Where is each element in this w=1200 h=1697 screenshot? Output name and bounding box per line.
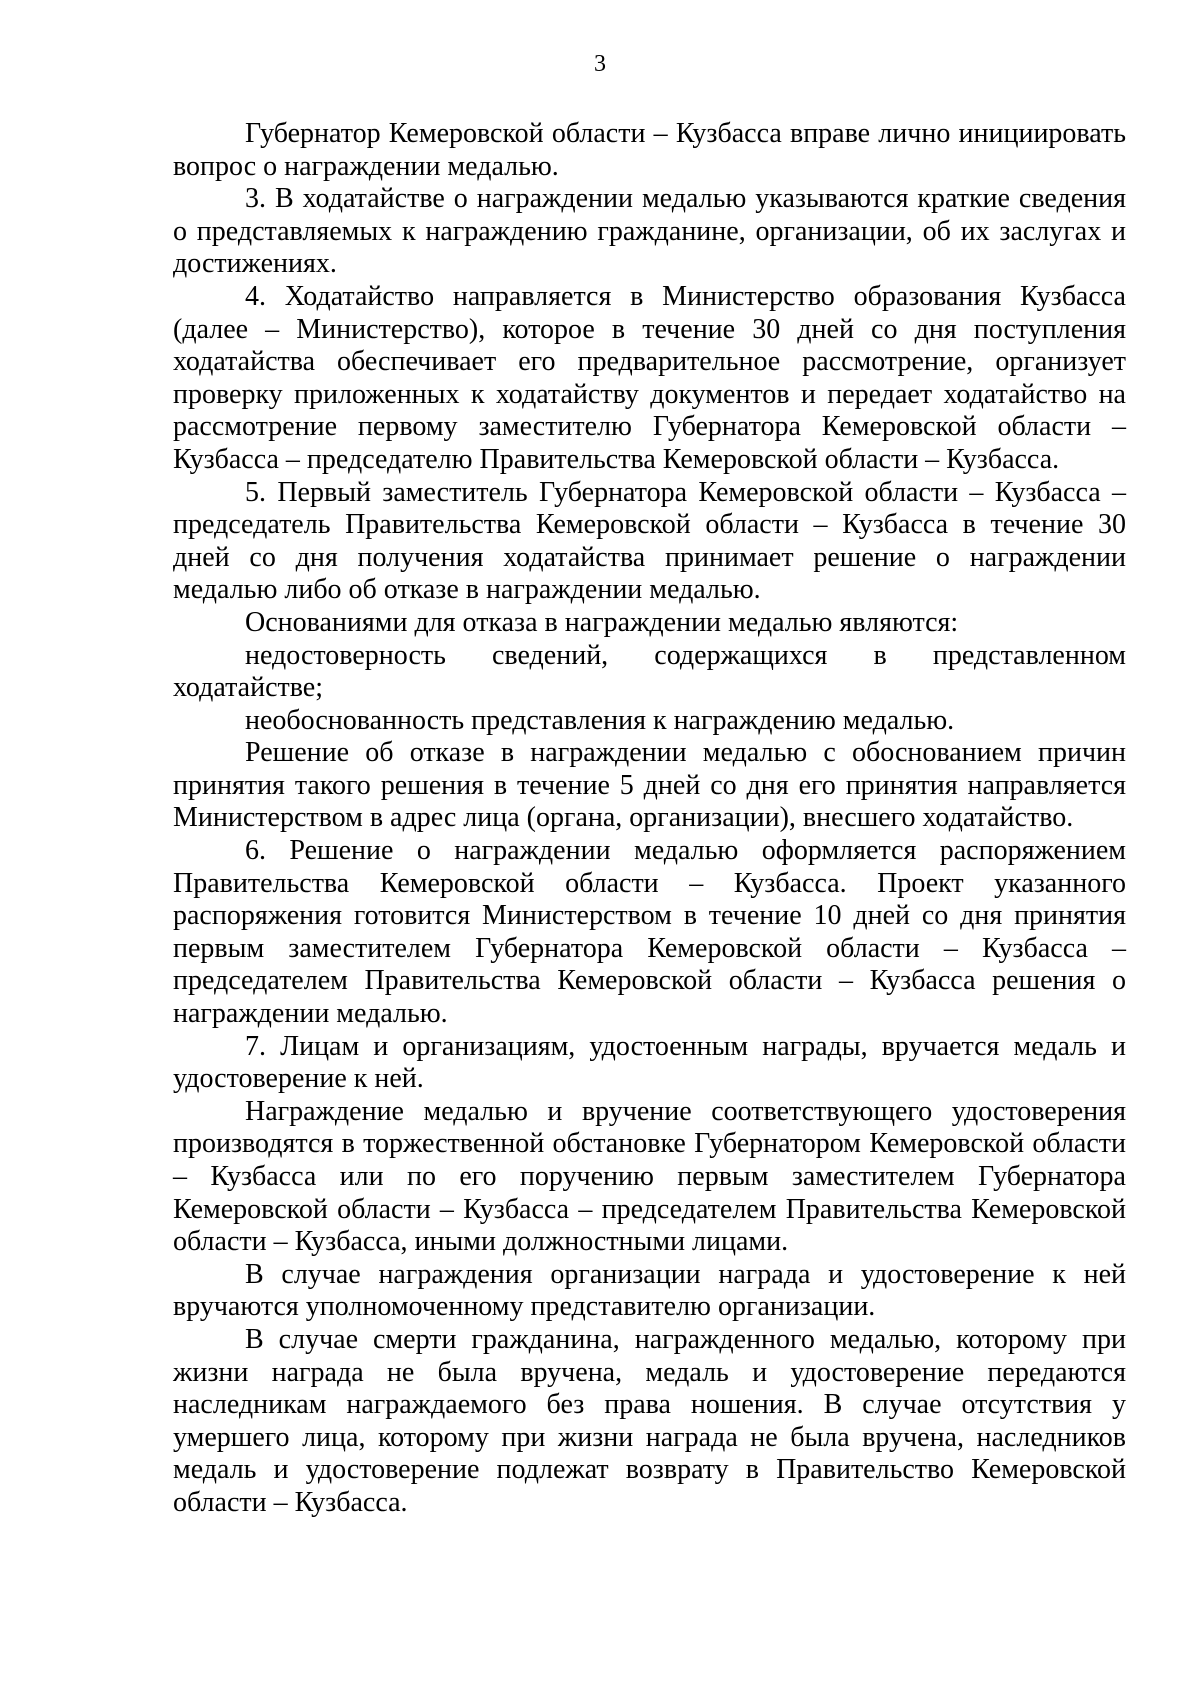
page-number: 3 [594, 51, 606, 77]
paragraph-item-5: 5. Первый заместитель Губернатора Кемеровской области – Кузбасса – председатель Правительства Кемеровской области – Кузбасса в течение 30 дней со дня получения ходатайства принимает решение о награждении медалью либо об отказе в награждении медалью. [173, 476, 1126, 606]
paragraph-refusal-ground-1: недостоверность сведений, содержащихся в представленном ходатайстве; [173, 639, 1126, 704]
paragraph-item-3: 3. В ходатайстве о награждении медалью указываются краткие сведения о представляемых к награждению гражданине, организации, об их заслугах и достижениях. [173, 183, 1126, 280]
paragraph-posthumous-award: В случае смерти гражданина, награжденного медалью, которому при жизни награда не была вручена, медаль и удостоверение передаются наследникам награждаемого без права ношения. В случае отсутствия у умершего лица, которому при жизни награда не была вручена, наследников медаль и удостоверение подлежат возврату в Правительство Кемеровской области – Кузбасса. [173, 1323, 1126, 1518]
paragraph-governor-initiative: Губернатор Кемеровской области – Кузбасса вправе лично инициировать вопрос о награждении медалью. [173, 118, 1126, 182]
paragraph-refusal-decision: Решение об отказе в награждении медалью с обоснованием причин принятия такого решения в течение 5 дней со дня его принятия направляется Министерством в адрес лица (органа, организации), внесшего ходатайство. [173, 737, 1126, 834]
paragraph-item-6: 6. Решение о награждении медалью оформляется распоряжением Правительства Кемеровской области – Кузбасса. Проект указанного распоряжения готовится Министерством в течение 10 дней со дня принятия первым заместителем Губернатора Кемеровской области – Кузбасса – председателем Правительства Кемеровской области – Кузбасса решения о награждении медалью. [173, 835, 1126, 1030]
paragraph-award-ceremony: Награждение медалью и вручение соответствующего удостоверения производятся в торжественной обстановке Губернатором Кемеровской области – Кузбасса или по его поручению первым заместителем Губернатора Кемеровской области – Кузбасса – председателем Правительства Кемеровской области – Кузбасса, иными должностными лицами. [173, 1095, 1126, 1258]
document-body [173, 118, 1126, 1520]
paragraph-item-4: 4. Ходатайство направляется в Министерство образования Кузбасса (далее – Министерство), которое в течение 30 дней со дня поступления ходатайства обеспечивает его предварительное рассмотрение, организует проверку приложенных к ходатайству документов и передает ходатайство на рассмотрение первому заместителю Губернатора Кемеровской области – Кузбасса – председателю Правительства Кемеровской области – Кузбасса. [173, 280, 1126, 475]
paragraph-refusal-grounds: Основаниями для отказа в награждении медалью являются: [245, 606, 959, 638]
paragraph-item-7: 7. Лицам и организациям, удостоенным награды, вручается медаль и удостоверение к ней. [173, 1030, 1126, 1095]
paragraph-refusal-ground-2: необоснованность представления к награждению медалью. [245, 704, 955, 736]
paragraph-organization-award: В случае награждения организации награда и удостоверение к ней вручаются уполномоченному представителю организации. [173, 1258, 1126, 1323]
